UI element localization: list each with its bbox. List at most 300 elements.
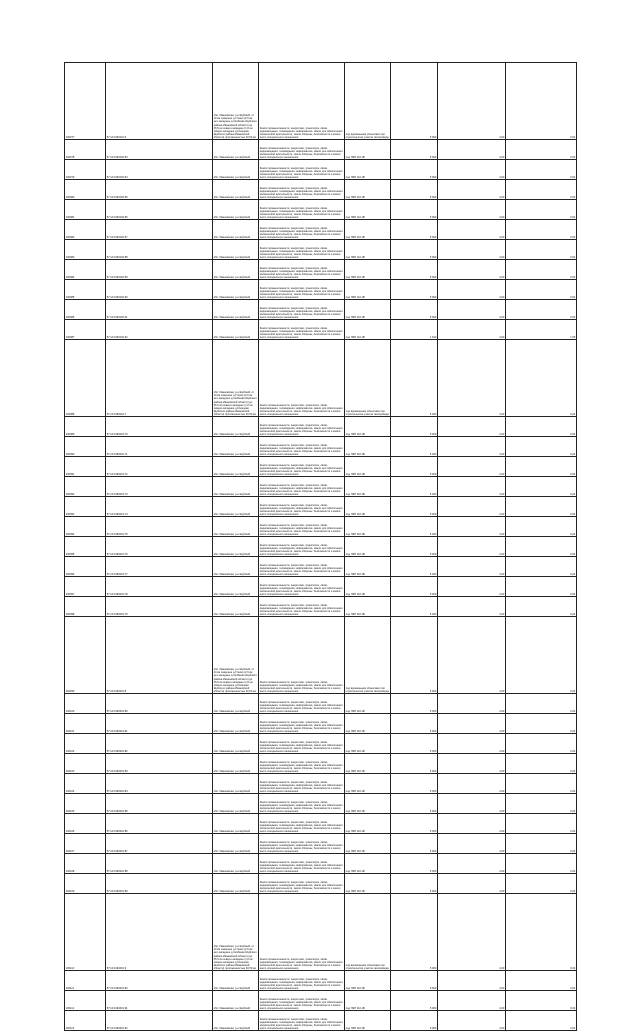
- address-cell: обл. Ивановская, р-н Шуйский: [213, 300, 259, 320]
- value-cell: 4,00: [438, 180, 506, 200]
- cadastral-number-cell: 57:10:0190301:86: [106, 814, 213, 834]
- address-cell: обл. Ивановская, р-н Шуйский: [213, 497, 259, 517]
- row-id-cell: 100108: [65, 854, 106, 874]
- table-row: [65, 200, 577, 220]
- land-category-cell: Земли промышленности, энергетики, транспорта, связи, радиовещания, телевидения, информатики, земли для обеспечения космической деятельности, земли обороны, безопасности и земли иного специального назначения: [259, 1011, 345, 1031]
- cadastral-number-cell: 57:10:0190102:59: [106, 260, 213, 280]
- row-id-cell: 100102: [65, 734, 106, 754]
- address-cell: обл. Ивановская, р-н Шуйский: [213, 814, 259, 834]
- area-cell: 5 000: [391, 834, 438, 854]
- permitted-use-cell: под ЛЭП 110 кВ: [345, 734, 391, 754]
- cadastral-number-cell: 57:10:0190401:9: [106, 894, 213, 971]
- value-cell: 4,00: [438, 477, 506, 497]
- area-cell: 5 000: [391, 477, 438, 497]
- value-cell: 4,00: [438, 140, 506, 160]
- row-id-cell: 100110: [65, 894, 106, 971]
- row-id-cell: 100083: [65, 240, 106, 260]
- permitted-use-cell: под ЛЭП 110 кВ: [345, 874, 391, 894]
- address-cell: обл. Ивановская, р-н Шуйский: [213, 180, 259, 200]
- permitted-use-cell: под ЛЭП 110 кВ: [345, 180, 391, 200]
- area-cell: 5 000: [391, 894, 438, 971]
- table-row: [65, 597, 577, 617]
- permitted-use-cell: под ЛЭП 110 кВ: [345, 834, 391, 854]
- table-row: [65, 417, 577, 437]
- permitted-use-cell: под ЛЭП 110 кВ: [345, 991, 391, 1011]
- table-row: [65, 557, 577, 577]
- area-cell: 5 000: [391, 754, 438, 774]
- cadastral-number-cell: 57:10:0190301:85: [106, 794, 213, 814]
- area-cell: 5 000: [391, 220, 438, 240]
- cadastral-number-cell: 57:10:0190201:76: [106, 537, 213, 557]
- cost-cell: 0,04: [506, 220, 577, 240]
- area-cell: 5 000: [391, 557, 438, 577]
- row-id-cell: 100100: [65, 694, 106, 714]
- value-cell: 4,00: [438, 754, 506, 774]
- row-id-cell: 100093: [65, 497, 106, 517]
- land-category-cell: Земли промышленности, энергетики, транспорта, связи, радиовещания, телевидения, информатики, земли для обеспечения космической деятельности, земли обороны, безопасности и земли иного специального назначения: [259, 557, 345, 577]
- address-cell: обл. Ивановская, р-н Шуйский: [213, 971, 259, 991]
- table-row: [65, 894, 577, 971]
- address-cell: обл. Ивановская, р-н Шуйский: [213, 834, 259, 854]
- address-cell: обл. Ивановская, р-н Шуйский: [213, 437, 259, 457]
- row-id-cell: 100099: [65, 617, 106, 694]
- permitted-use-cell: под ЛЭП 110 кВ: [345, 794, 391, 814]
- table-row: [65, 340, 577, 417]
- address-cell: обл. Ивановская, р-н Шуйский: [213, 220, 259, 240]
- address-cell: обл. Ивановская, р-н Шуйский: [213, 240, 259, 260]
- row-id-cell: 100106: [65, 814, 106, 834]
- row-id-cell: 100091: [65, 457, 106, 477]
- cadastral-number-cell: 57:10:0190301:88: [106, 854, 213, 874]
- table-row: [65, 814, 577, 834]
- address-cell: обл. Ивановская, р-н Шуйский, от 10 км севернее д.Уткино (2,6 км юго-западнее д.Скобеево Шуйского района Ивановской области) до 25,5 км северо-западнее (1,6 км северо-западнее д.Клинцово Шуйского района Ивановской области) протяженностью 30,50 км: [213, 894, 259, 971]
- land-category-cell: Земли промышленности, энергетики, транспорта, связи, радиовещания, телевидения, информатики, земли для обеспечения космической деятельности, земли обороны, безопасности и земли иного специального назначения: [259, 991, 345, 1011]
- cost-cell: 0,04: [506, 160, 577, 180]
- permitted-use-cell: под ЛЭП 110 кВ: [345, 160, 391, 180]
- cost-cell: 0,04: [506, 834, 577, 854]
- cost-cell: 0,04: [506, 140, 577, 160]
- address-cell: обл. Ивановская, р-н Шуйский: [213, 991, 259, 1011]
- area-cell: 5 000: [391, 497, 438, 517]
- cadastral-number-cell: 57:10:0190102:55: [106, 180, 213, 200]
- cadastral-number-cell: 57:10:0190201:74: [106, 497, 213, 517]
- address-cell: обл. Ивановская, р-н Шуйский: [213, 537, 259, 557]
- area-cell: 5 000: [391, 794, 438, 814]
- row-id-cell: 100094: [65, 517, 106, 537]
- land-category-cell: Земли промышленности, энергетики, транспорта, связи, радиовещания, телевидения, информатики, земли для обеспечения космической деятельности, земли обороны, безопасности и земли иного специального назначения: [259, 734, 345, 754]
- land-category-cell: Земли промышленности, энергетики, транспорта, связи, радиовещания, телевидения, информатики, земли для обеспечения космической деятельности, земли обороны, безопасности и земли иного специального назначения: [259, 477, 345, 497]
- permitted-use-cell: под временными объектами при строительстве участка газопровода: [345, 894, 391, 971]
- land-category-cell: Земли промышленности, энергетики, транспорта, связи, радиовещания, телевидения, информатики, земли для обеспечения космической деятельности, земли обороны, безопасности и земли иного специального назначения: [259, 417, 345, 437]
- cost-cell: 0,04: [506, 754, 577, 774]
- value-cell: 4,00: [438, 617, 506, 694]
- table-row: [65, 694, 577, 714]
- row-id-cell: 100090: [65, 437, 106, 457]
- cost-cell: 0,04: [506, 437, 577, 457]
- area-cell: 5 000: [391, 577, 438, 597]
- area-cell: 5 000: [391, 814, 438, 834]
- table-row: [65, 1011, 577, 1031]
- row-id-cell: 100105: [65, 794, 106, 814]
- area-cell: 5 000: [391, 597, 438, 617]
- permitted-use-cell: под временными объектами при строительстве участка газопровода: [345, 63, 391, 140]
- row-id-cell: 100082: [65, 220, 106, 240]
- area-cell: 5 000: [391, 260, 438, 280]
- address-cell: обл. Ивановская, р-н Шуйский: [213, 517, 259, 537]
- address-cell: обл. Ивановская, р-н Шуйский, от 10 км севернее д.Уткино (2,6 км юго-западнее д.Скобеево Шуйского района Ивановской области) до 25,5 км северо-западнее (1,6 км северо-западнее д.Клинцово Шуйского района Ивановской области) протяженностью 30,50 км: [213, 63, 259, 140]
- cadastral-number-cell: 57:10:0190102:56: [106, 200, 213, 220]
- cadastral-number-cell: 57:10:0190301:81: [106, 714, 213, 734]
- cost-cell: 1,05: [506, 320, 577, 340]
- land-category-cell: Земли промышленности, энергетики, транспорта, связи, радиовещания, телевидения, информатики, земли для обеспечения космической деятельности, земли обороны, безопасности и земли иного специального назначения: [259, 140, 345, 160]
- table-row: [65, 714, 577, 734]
- area-cell: 5 000: [391, 971, 438, 991]
- area-cell: 5 000: [391, 714, 438, 734]
- land-category-cell: Земли промышленности, энергетики, транспорта, связи, радиовещания, телевидения, информатики, земли для обеспечения космической деятельности, земли обороны, безопасности и земли иного специального назначения: [259, 814, 345, 834]
- row-id-cell: 100077: [65, 63, 106, 140]
- area-cell: 5 000: [391, 694, 438, 714]
- area-cell: 5 000: [391, 417, 438, 437]
- area-cell: 5 000: [391, 300, 438, 320]
- table-row: [65, 160, 577, 180]
- permitted-use-cell: под ЛЭП 110 кВ: [345, 300, 391, 320]
- land-category-cell: Земли промышленности, энергетики, транспорта, связи, радиовещания, телевидения, информатики, земли для обеспечения космической деятельности, земли обороны, безопасности и земли иного специального назначения: [259, 537, 345, 557]
- land-category-cell: Земли промышленности, энергетики, транспорта, связи, радиовещания, телевидения, информатики, земли для обеспечения космической деятельности, земли обороны, безопасности и земли иного специального назначения: [259, 774, 345, 794]
- table-row: [65, 617, 577, 694]
- cost-cell: 0,04: [506, 814, 577, 834]
- land-category-cell: Земли промышленности, энергетики, транспорта, связи, радиовещания, телевидения, информатики, земли для обеспечения космической деятельности, земли обороны, безопасности и земли иного специального назначения: [259, 437, 345, 457]
- table-row: [65, 754, 577, 774]
- permitted-use-cell: под ЛЭП 110 кВ: [345, 200, 391, 220]
- permitted-use-cell: под временными объектами при строительстве участка газопровода: [345, 617, 391, 694]
- table-row: [65, 220, 577, 240]
- address-cell: обл. Ивановская, р-н Шуйский: [213, 477, 259, 497]
- cadastral-number-cell: 57:10:0190102:53: [106, 140, 213, 160]
- value-cell: 4,00: [438, 300, 506, 320]
- permitted-use-cell: под ЛЭП 110 кВ: [345, 417, 391, 437]
- cost-cell: 0,04: [506, 517, 577, 537]
- value-cell: 4,00: [438, 200, 506, 220]
- cadastral-number-cell: 57:10:0190201:79: [106, 597, 213, 617]
- cadastral-number-cell: 57:10:0190301:80: [106, 694, 213, 714]
- address-cell: обл. Ивановская, р-н Шуйский: [213, 734, 259, 754]
- cost-cell: 0,04: [506, 260, 577, 280]
- cadastral-number-cell: 57:10:0190201:75: [106, 517, 213, 537]
- area-cell: 5 000: [391, 874, 438, 894]
- row-id-cell: 100098: [65, 597, 106, 617]
- address-cell: обл. Ивановская, р-н Шуйский: [213, 694, 259, 714]
- area-cell: 1 100: [391, 320, 438, 340]
- address-cell: обл. Ивановская, р-н Шуйский: [213, 597, 259, 617]
- area-cell: 5 000: [391, 160, 438, 180]
- table-row: [65, 854, 577, 874]
- table-row: [65, 477, 577, 497]
- table-row: [65, 320, 577, 340]
- row-id-cell: 100080: [65, 180, 106, 200]
- value-cell: 4,00: [438, 417, 506, 437]
- row-id-cell: 100104: [65, 774, 106, 794]
- area-cell: 5 000: [391, 180, 438, 200]
- row-id-cell: 100095: [65, 537, 106, 557]
- cost-cell: 0,04: [506, 1011, 577, 1031]
- table-row: [65, 774, 577, 794]
- cost-cell: 0,04: [506, 894, 577, 971]
- address-cell: обл. Ивановская, р-н Шуйский: [213, 280, 259, 300]
- land-category-cell: Земли промышленности, энергетики, транспорта, связи, радиовещания, телевидения, информатики, земли для обеспечения космической деятельности, земли обороны, безопасности и земли иного специального назначения: [259, 971, 345, 991]
- cadastral-number-cell: 57:10:0190201:78: [106, 577, 213, 597]
- cadastral-number-cell: 57:10:0190102:62: [106, 320, 213, 340]
- cost-cell: 0,04: [506, 300, 577, 320]
- cost-cell: 0,04: [506, 617, 577, 694]
- value-cell: 4,00: [438, 240, 506, 260]
- cadastral-number-cell: 57:10:0190301:82: [106, 734, 213, 754]
- area-cell: 5 000: [391, 617, 438, 694]
- row-id-cell: 100084: [65, 260, 106, 280]
- row-id-cell: 100079: [65, 160, 106, 180]
- permitted-use-cell: под ЛЭП 110 кВ: [345, 1011, 391, 1031]
- cadastral-number-cell: 57:10:0190201:73: [106, 477, 213, 497]
- area-cell: 5 000: [391, 140, 438, 160]
- cost-cell: 0,04: [506, 694, 577, 714]
- cadastral-number-cell: 57:10:0190201:77: [106, 557, 213, 577]
- cost-cell: 0,04: [506, 991, 577, 1011]
- cadastral-number-cell: 57:10:0190201:72: [106, 457, 213, 477]
- cadastral-number-cell: 57:10:0190301:87: [106, 834, 213, 854]
- land-plot-table: [64, 62, 577, 1031]
- permitted-use-cell: под ЛЭП 110 кВ: [345, 260, 391, 280]
- cost-cell: 0,04: [506, 714, 577, 734]
- table-row: [65, 280, 577, 300]
- table-row: [65, 140, 577, 160]
- value-cell: 4,00: [438, 557, 506, 577]
- cadastral-number-cell: 57:10:0190401:92: [106, 1011, 213, 1031]
- permitted-use-cell: под ЛЭП 110 кВ: [345, 457, 391, 477]
- cadastral-number-cell: 57:10:0190201:7: [106, 340, 213, 417]
- address-cell: обл. Ивановская, р-н Шуйский, от 10 км севернее д.Уткино (2,6 км юго-западнее д.Скобеево Шуйского района Ивановской области) до 25,5 км северо-западнее (1,6 км северо-западнее д.Клинцово Шуйского района Ивановской области) протяженностью 30,50 км: [213, 617, 259, 694]
- table-row: [65, 794, 577, 814]
- land-category-cell: Земли промышленности, энергетики, транспорта, связи, радиовещания, телевидения, информатики, земли для обеспечения космической деятельности, земли обороны, безопасности и земли иного специального назначения: [259, 180, 345, 200]
- cost-cell: 0,04: [506, 537, 577, 557]
- value-cell: 4,00: [438, 160, 506, 180]
- address-cell: обл. Ивановская, р-н Шуйский: [213, 774, 259, 794]
- address-cell: обл. Ивановская, р-н Шуйский: [213, 794, 259, 814]
- cadastral-number-cell: 57:10:0190301:83: [106, 754, 213, 774]
- value-cell: 4,00: [438, 63, 506, 140]
- value-cell: 4,00: [438, 991, 506, 1011]
- table-row: [65, 457, 577, 477]
- permitted-use-cell: под ЛЭП 110 кВ: [345, 517, 391, 537]
- address-cell: обл. Ивановская, р-н Шуйский: [213, 417, 259, 437]
- land-category-cell: Земли промышленности, энергетики, транспорта, связи, радиовещания, телевидения, информатики, земли для обеспечения космической деятельности, земли обороны, безопасности и земли иного специального назначения: [259, 63, 345, 140]
- land-category-cell: Земли промышленности, энергетики, транспорта, связи, радиовещания, телевидения, информатики, земли для обеспечения космической деятельности, земли обороны, безопасности и земли иного специального назначения: [259, 160, 345, 180]
- cadastral-number-cell: 57:10:0190301:89: [106, 874, 213, 894]
- address-cell: обл. Ивановская, р-н Шуйский: [213, 714, 259, 734]
- value-cell: 4,00: [438, 714, 506, 734]
- area-cell: 5 000: [391, 991, 438, 1011]
- table-row: [65, 497, 577, 517]
- address-cell: обл. Ивановская, р-н Шуйский: [213, 557, 259, 577]
- area-cell: 5 000: [391, 63, 438, 140]
- permitted-use-cell: под ЛЭП 110 кВ: [345, 597, 391, 617]
- land-category-cell: Земли промышленности, энергетики, транспорта, связи, радиовещания, телевидения, информатики, земли для обеспечения космической деятельности, земли обороны, безопасности и земли иного специального назначения: [259, 794, 345, 814]
- permitted-use-cell: под ЛЭП 110 кВ: [345, 497, 391, 517]
- land-category-cell: Земли промышленности, энергетики, транспорта, связи, радиовещания, телевидения, информатики, земли для обеспечения космической деятельности, земли обороны, безопасности и земли иного специального назначения: [259, 340, 345, 417]
- permitted-use-cell: под ЛЭП 110 кВ: [345, 577, 391, 597]
- cost-cell: 0,04: [506, 734, 577, 754]
- land-category-cell: Земли промышленности, энергетики, транспорта, связи, радиовещания, телевидения, информатики, земли для обеспечения космической деятельности, земли обороны, безопасности и земли иного специального назначения: [259, 517, 345, 537]
- area-cell: 5 000: [391, 240, 438, 260]
- land-category-cell: Земли промышленности, энергетики, транспорта, связи, радиовещания, телевидения, информатики, земли для обеспечения космической деятельности, земли обороны, безопасности и земли иного специального назначения: [259, 834, 345, 854]
- row-id-cell: 100086: [65, 300, 106, 320]
- address-cell: обл. Ивановская, р-н Шуйский: [213, 874, 259, 894]
- cost-cell: 0,04: [506, 417, 577, 437]
- land-category-cell: Земли промышленности, энергетики, транспорта, связи, радиовещания, телевидения, информатики, земли для обеспечения космической деятельности, земли обороны, безопасности и земли иного специального назначения: [259, 200, 345, 220]
- value-cell: 4,00: [438, 1011, 506, 1031]
- cost-cell: 0,04: [506, 557, 577, 577]
- cadastral-number-cell: 57:10:0190101:6: [106, 63, 213, 140]
- row-id-cell: 100096: [65, 557, 106, 577]
- row-id-cell: 100112: [65, 991, 106, 1011]
- land-category-cell: Земли промышленности, энергетики, транспорта, связи, радиовещания, телевидения, информатики, земли для обеспечения космической деятельности, земли обороны, безопасности и земли иного специального назначения: [259, 280, 345, 300]
- area-cell: 5 000: [391, 200, 438, 220]
- permitted-use-cell: под ЛЭП 110 кВ: [345, 280, 391, 300]
- area-cell: 5 000: [391, 1011, 438, 1031]
- area-cell: 5 000: [391, 457, 438, 477]
- address-cell: обл. Ивановская, р-н Шуйский: [213, 854, 259, 874]
- value-cell: 4,00: [438, 774, 506, 794]
- cost-cell: 0,04: [506, 340, 577, 417]
- area-cell: 5 000: [391, 734, 438, 754]
- permitted-use-cell: под ЛЭП 110 кВ: [345, 140, 391, 160]
- row-id-cell: 100078: [65, 140, 106, 160]
- cost-cell: 0,04: [506, 597, 577, 617]
- table-row: [65, 874, 577, 894]
- land-category-cell: Земли промышленности, энергетики, транспорта, связи, радиовещания, телевидения, информатики, земли для обеспечения космической деятельности, земли обороны, безопасности и земли иного специального назначения: [259, 894, 345, 971]
- permitted-use-cell: под ЛЭП 110 кВ: [345, 971, 391, 991]
- permitted-use-cell: под ЛЭП 110 кВ: [345, 557, 391, 577]
- cadastral-number-cell: 57:10:0190102:60: [106, 280, 213, 300]
- table-row: [65, 991, 577, 1011]
- cadastral-number-cell: 57:10:0190301:8: [106, 617, 213, 694]
- value-cell: 4,00: [438, 894, 506, 971]
- cost-cell: 0,04: [506, 200, 577, 220]
- table-row: [65, 537, 577, 557]
- table-row: [65, 180, 577, 200]
- address-cell: обл. Ивановская, р-н Шуйский: [213, 320, 259, 340]
- value-cell: 4,00: [438, 814, 506, 834]
- cost-cell: 0,04: [506, 971, 577, 991]
- land-category-cell: Земли промышленности, энергетики, транспорта, связи, радиовещания, телевидения, информатики, земли для обеспечения космической деятельности, земли обороны, безопасности и земли иного специального назначения: [259, 300, 345, 320]
- cost-cell: 0,04: [506, 240, 577, 260]
- permitted-use-cell: под ЛЭП 110 кВ: [345, 754, 391, 774]
- table-row: [65, 734, 577, 754]
- land-category-cell: Земли промышленности, энергетики, транспорта, связи, радиовещания, телевидения, информатики, земли для обеспечения космической деятельности, земли обороны, безопасности и земли иного специального назначения: [259, 714, 345, 734]
- cadastral-number-cell: 57:10:0190401:90: [106, 971, 213, 991]
- permitted-use-cell: под ЛЭП 110 кВ: [345, 477, 391, 497]
- value-cell: 4,00: [438, 340, 506, 417]
- row-id-cell: 100109: [65, 874, 106, 894]
- permitted-use-cell: под ЛЭП 110 кВ: [345, 714, 391, 734]
- land-category-cell: Земли промышленности, энергетики, транспорта, связи, радиовещания, телевидения, информатики, земли для обеспечения космической деятельности, земли обороны, безопасности и земли иного специального назначения: [259, 457, 345, 477]
- value-cell: 4,00: [438, 734, 506, 754]
- cost-cell: 0,04: [506, 854, 577, 874]
- land-category-cell: Земли промышленности, энергетики, транспорта, связи, радиовещания, телевидения, информатики, земли для обеспечения космической деятельности, земли обороны, безопасности и земли иного специального назначения: [259, 854, 345, 874]
- table-row: [65, 971, 577, 991]
- land-category-cell: Земли промышленности, энергетики, транспорта, связи, радиовещания, телевидения, информатики, земли для обеспечения космической деятельности, земли обороны, безопасности и земли иного специального назначения: [259, 754, 345, 774]
- land-category-cell: Земли промышленности, энергетики, транспорта, связи, радиовещания, телевидения, информатики, земли для обеспечения космической деятельности, земли обороны, безопасности и земли иного специального назначения: [259, 694, 345, 714]
- permitted-use-cell: под временными объектами при строительстве участка газопровода: [345, 340, 391, 417]
- address-cell: обл. Ивановская, р-н Шуйский: [213, 577, 259, 597]
- cost-cell: 0,04: [506, 774, 577, 794]
- cadastral-number-cell: 57:10:0190301:84: [106, 774, 213, 794]
- value-cell: 4,00: [438, 794, 506, 814]
- row-id-cell: 100088: [65, 340, 106, 417]
- row-id-cell: 100113: [65, 1011, 106, 1031]
- cadastral-number-cell: 57:10:0190201:70: [106, 417, 213, 437]
- address-cell: обл. Ивановская, р-н Шуйский: [213, 260, 259, 280]
- permitted-use-cell: под ЛЭП 110 кВ: [345, 814, 391, 834]
- value-cell: 4,00: [438, 320, 506, 340]
- permitted-use-cell: под ЛЭП 110 кВ: [345, 537, 391, 557]
- area-cell: 5 000: [391, 437, 438, 457]
- value-cell: 4,00: [438, 517, 506, 537]
- address-cell: обл. Ивановская, р-н Шуйский, от 10 км севернее д.Уткино (2,6 км юго-западнее д.Скобеево Шуйского района Ивановской области) до 25,5 км северо-западнее (1,6 км северо-западнее д.Клинцово Шуйского района Ивановской области) протяженностью 30,50 км: [213, 340, 259, 417]
- area-cell: 5 000: [391, 774, 438, 794]
- value-cell: 4,00: [438, 437, 506, 457]
- value-cell: 4,00: [438, 834, 506, 854]
- area-cell: 5 000: [391, 537, 438, 557]
- cost-cell: 0,04: [506, 874, 577, 894]
- table-row: [65, 63, 577, 140]
- cost-cell: 0,04: [506, 180, 577, 200]
- value-cell: 4,00: [438, 457, 506, 477]
- land-category-cell: Земли промышленности, энергетики, транспорта, связи, радиовещания, телевидения, информатики, земли для обеспечения космической деятельности, земли обороны, безопасности и земли иного специального назначения: [259, 260, 345, 280]
- row-id-cell: 100087: [65, 320, 106, 340]
- row-id-cell: 100103: [65, 754, 106, 774]
- table-row: [65, 577, 577, 597]
- cost-cell: 0,04: [506, 280, 577, 300]
- cadastral-number-cell: 57:10:0190102:61: [106, 300, 213, 320]
- area-cell: 5 000: [391, 854, 438, 874]
- value-cell: 4,00: [438, 874, 506, 894]
- row-id-cell: 100111: [65, 971, 106, 991]
- address-cell: обл. Ивановская, р-н Шуйский: [213, 754, 259, 774]
- cost-cell: 0,04: [506, 477, 577, 497]
- address-cell: обл. Ивановская, р-н Шуйский: [213, 140, 259, 160]
- row-id-cell: 100107: [65, 834, 106, 854]
- cost-cell: 0,04: [506, 497, 577, 517]
- cost-cell: 0,04: [506, 457, 577, 477]
- address-cell: обл. Ивановская, р-н Шуйский: [213, 200, 259, 220]
- cadastral-number-cell: 57:10:0190401:91: [106, 991, 213, 1011]
- land-category-cell: Земли промышленности, энергетики, транспорта, связи, радиовещания, телевидения, информатики, земли для обеспечения космической деятельности, земли обороны, безопасности и земли иного специального назначения: [259, 577, 345, 597]
- row-id-cell: 100101: [65, 714, 106, 734]
- permitted-use-cell: под ЛЭП 110 кВ: [345, 437, 391, 457]
- row-id-cell: 100092: [65, 477, 106, 497]
- value-cell: 4,00: [438, 597, 506, 617]
- table-row: [65, 834, 577, 854]
- area-cell: 5 000: [391, 340, 438, 417]
- permitted-use-cell: под ЛЭП 110 кВ: [345, 220, 391, 240]
- cadastral-number-cell: 57:10:0190102:58: [106, 240, 213, 260]
- row-id-cell: 100081: [65, 200, 106, 220]
- value-cell: 4,00: [438, 497, 506, 517]
- land-category-cell: Земли промышленности, энергетики, транспорта, связи, радиовещания, телевидения, информатики, земли для обеспечения космической деятельности, земли обороны, безопасности и земли иного специального назначения: [259, 874, 345, 894]
- cadastral-number-cell: 57:10:0190102:57: [106, 220, 213, 240]
- row-id-cell: 100085: [65, 280, 106, 300]
- land-category-cell: Земли промышленности, энергетики, транспорта, связи, радиовещания, телевидения, информатики, земли для обеспечения космической деятельности, земли обороны, безопасности и земли иного специального назначения: [259, 497, 345, 517]
- value-cell: 4,00: [438, 971, 506, 991]
